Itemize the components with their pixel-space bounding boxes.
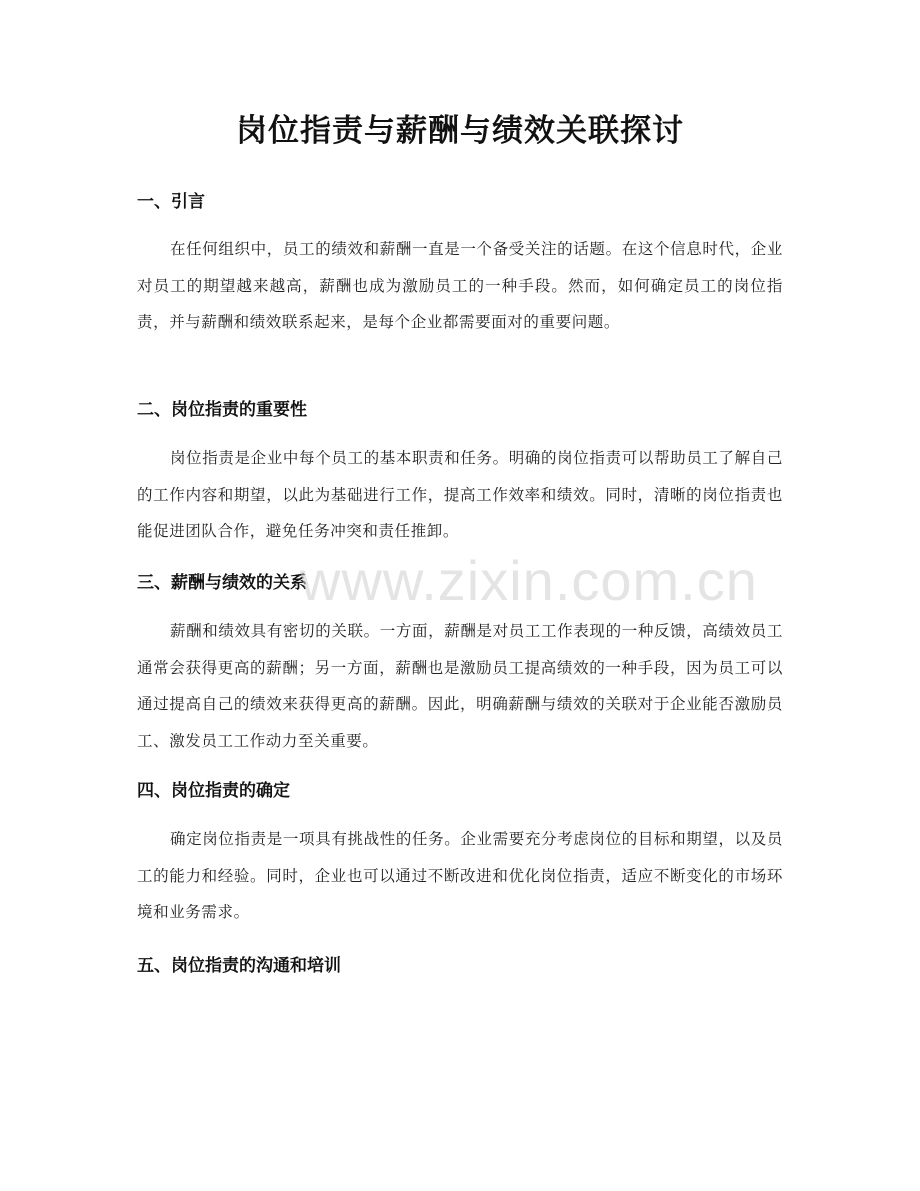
section-heading-intro: 一、引言 bbox=[137, 192, 205, 212]
document-title: 岗位指责与薪酬与绩效关联探讨 bbox=[236, 113, 684, 149]
section-heading-communication: 五、岗位指责的沟通和培训 bbox=[137, 956, 341, 976]
section-paragraph-importance: 岗位指责是企业中每个员工的基本职责和任务。明确的岗位指责可以帮助员工了解自己的工作内容和期望，以此为基础进行工作，提高工作效率和绩效。同时，清晰的岗位指责也能促进团队合作，避免任务冲突和责任推卸。 bbox=[137, 449, 783, 540]
section-heading-relationship: 三、薪酬与绩效的关系 bbox=[137, 573, 307, 593]
section-paragraph-intro: 在任何组织中，员工的绩效和薪酬一直是一个备受关注的话题。在这个信息时代，企业对员工的期望越来越高，薪酬也成为激励员工的一种手段。然而，如何确定员工的岗位指责，并与薪酬和绩效联系起来，是每个企业都需要面对的重要问题。 bbox=[137, 240, 783, 331]
watermark: www.zixin.com.cn bbox=[300, 549, 758, 612]
section-heading-importance: 二、岗位指责的重要性 bbox=[137, 400, 307, 420]
section-paragraph-relationship: 薪酬和绩效具有密切的关联。一方面，薪酬是对员工工作表现的一种反馈，高绩效员工通常会获得更高的薪酬；另一方面，薪酬也是激励员工提高绩效的一种手段，因为员工可以通过提高自己的绩效来获得更高的薪酬。因此，明确薪酬与绩效的关联对于企业能否激励员工、激发员工工作动力至关重要。 bbox=[137, 622, 783, 750]
section-heading-determination: 四、岗位指责的确定 bbox=[137, 781, 290, 801]
section-paragraph-determination: 确定岗位指责是一项具有挑战性的任务。企业需要充分考虑岗位的目标和期望，以及员工的能力和经验。同时，企业也可以通过不断改进和优化岗位指责，适应不断变化的市场环境和业务需求。 bbox=[137, 830, 783, 921]
